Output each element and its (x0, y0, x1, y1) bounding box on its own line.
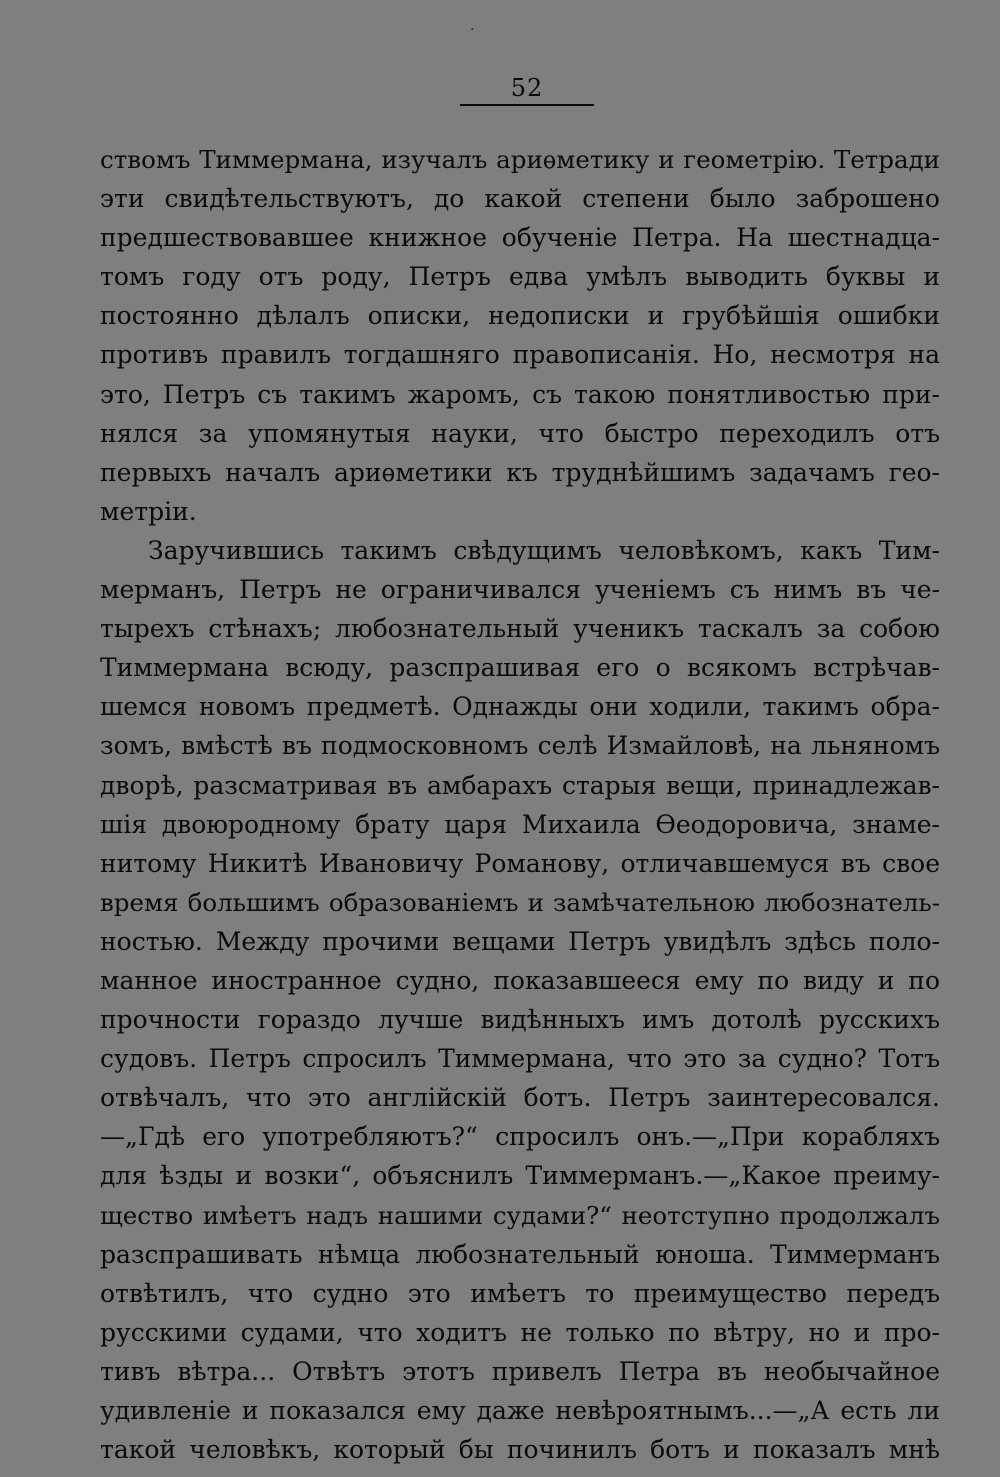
page-number: 52 (510, 74, 544, 102)
text-line: для ѣзды и возки“, объяснилъ Тиммерманъ.—„Какое преиму- (100, 1161, 940, 1191)
text-line: предшествовавшее книжное обученіе Петра. На шестнадца- (100, 223, 940, 253)
text-line: —„Гдѣ его употребляютъ?“ спросилъ онъ.—„При корабляхъ (100, 1122, 940, 1152)
text-line: щество имѣетъ надъ нашими судами?“ неотступно продолжалъ (100, 1200, 940, 1230)
text-line: удивленіе и показался ему даже невѣроятнымъ...—„А есть ли (100, 1396, 940, 1425)
text-line: эти свидѣтельствуютъ, до какой степени было заброшено (100, 184, 940, 214)
text-line: ствомъ Тиммермана, изучалъ ариѳметику и геометрію. Тетради (100, 145, 940, 174)
text-line: томъ году отъ роду, Петръ едва умѣлъ выводить буквы и (100, 262, 940, 292)
text-line: отвѣтилъ, что судно это имѣетъ то преимущество передъ (100, 1278, 940, 1308)
text-line: тивъ вѣтра... Отвѣтъ этотъ привелъ Петра въ необычайное (100, 1356, 940, 1386)
paragraph-end-line: метріи. (100, 496, 197, 526)
text-line: противъ правилъ тогдашняго правописанія. Но, несмотря на (100, 340, 940, 370)
text-line: ностью. Между прочими вещами Петръ увидѣлъ здѣсь поло- (100, 926, 940, 956)
text-line: мерманъ, Петръ не ограничивался ученіемъ съ нимъ въ че- (100, 575, 940, 605)
page-number-rule (460, 104, 594, 106)
text-line: манное иностранное судно, показавшееся ему по виду и по (100, 965, 940, 995)
text-line: разспрашивать нѣмца любознательный юноша. Тиммерманъ (100, 1239, 940, 1269)
text-line: это, Петръ съ такимъ жаромъ, съ такою понятливостью при- (100, 379, 940, 409)
text-line: нитому Никитѣ Ивановичу Романову, отличавшемуся въ свое (100, 848, 940, 878)
text-line: такой человѣкъ, который бы починилъ ботъ и показалъ мнѣ (100, 1435, 940, 1465)
text-line: Тиммермана всюду, разспрашивая его о всякомъ встрѣчав- (100, 653, 940, 683)
text-line: нялся за упомянутыя науки, что быстро переходилъ отъ (100, 418, 940, 448)
scan-speck: · (470, 22, 475, 38)
text-line: прочности гораздо лучше видѣнныхъ имъ дотолѣ русскихъ (100, 1005, 940, 1035)
text-line: постоянно дѣлалъ описки, недописки и грубѣйшія ошибки (100, 301, 940, 331)
body-text (100, 140, 940, 1469)
text-line: дворѣ, разсматривая въ амбарахъ старыя вещи, принадлежав- (100, 770, 940, 800)
text-line: время большимъ образованіемъ и замѣчательною любознатель- (100, 887, 940, 917)
text-line: судовъ. Петръ спросилъ Тиммермана, что это за судно? Тотъ (100, 1044, 940, 1074)
text-line: зомъ, вмѣстѣ въ подмосковномъ селѣ Измайловѣ, на льняномъ (100, 731, 940, 761)
paragraph-start-line: Заручившись такимъ свѣдущимъ человѣкомъ, какъ Тим- (148, 535, 940, 565)
text-line: русскими судами, что ходитъ не только по вѣтру, но и про- (100, 1317, 940, 1347)
text-line: шія двоюродному брату царя Михаила Ѳеодоровича, знаме- (100, 809, 940, 839)
text-line: отвѣчалъ, что это англійскій ботъ. Петръ заинтересовался. (100, 1083, 940, 1113)
text-line: первыхъ началъ ариѳметики къ труднѣйшимъ задачамъ гео- (100, 457, 940, 487)
text-line: шемся новомъ предметѣ. Однажды они ходили, такимъ обра- (100, 692, 940, 722)
text-line: тырехъ стѣнахъ; любознательный ученикъ таскалъ за собою (100, 614, 940, 644)
